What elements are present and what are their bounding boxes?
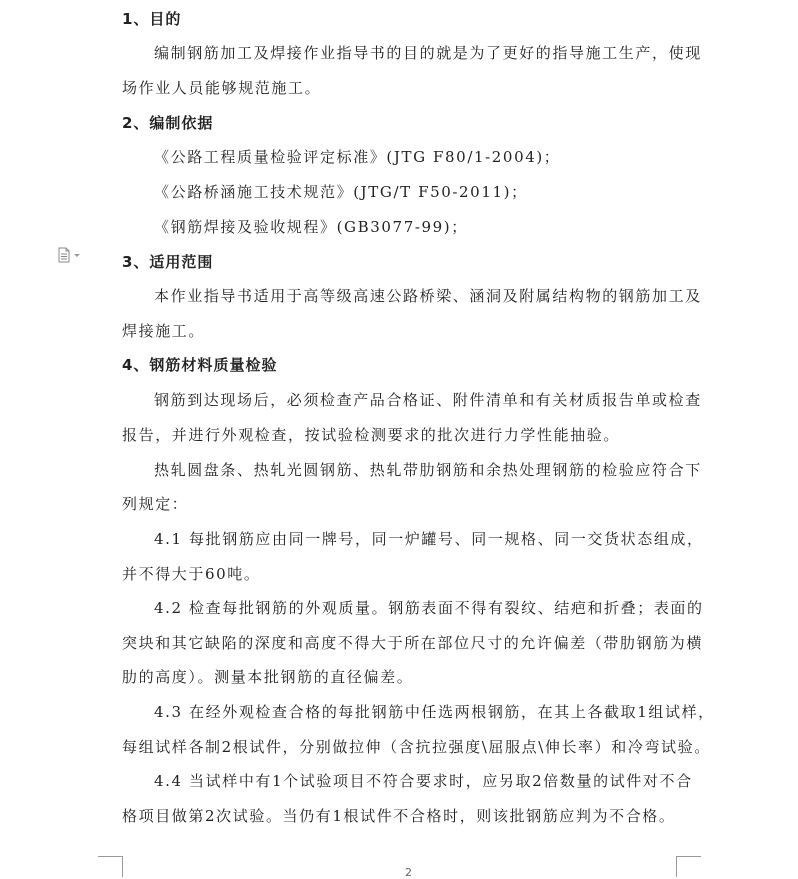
section-heading-scope: 3、适用范围 xyxy=(122,253,214,271)
paragraph-line: 突块和其它缺陷的深度和高度不得大于所在部位尺寸的允许偏差（带肋钢筋为横 xyxy=(122,634,704,652)
paragraph-line: 本作业指导书适用于高等级高速公路桥梁、涵洞及附属结构物的钢筋加工及 xyxy=(154,287,702,305)
reference-item: 《钢筋焊接及验收规程》(GB3077-99)； xyxy=(154,218,468,236)
section-heading-inspection: 4、钢筋材料质量检验 xyxy=(122,356,278,374)
paragraph-line: 热轧圆盘条、热轧光圆钢筋、热轧带肋钢筋和余热处理钢筋的检验应符合下 xyxy=(154,461,702,479)
section-heading-basis: 2、编制依据 xyxy=(122,114,214,132)
page-corner-mark-right xyxy=(676,856,701,877)
paragraph-line: 4.2 检查每批钢筋的外观质量。钢筋表面不得有裂纹、结疤和折叠；表面的 xyxy=(154,599,704,617)
page-corner-mark-left xyxy=(98,856,123,877)
paragraph-line: 格项目做第2次试验。当仍有1根试件不合格时，则该批钢筋应判为不合格。 xyxy=(122,807,676,825)
reference-item: 《公路桥涵施工技术规范》(JTG/T F50-2011)； xyxy=(154,183,528,201)
paragraph-line: 列规定： xyxy=(122,495,189,513)
paragraph-line: 4.4 当试样中有1个试验项目不符合要求时，应另取2倍数量的试件对不合 xyxy=(154,772,693,790)
paragraph-line: 钢筋到达现场后，必须检查产品合格证、附件清单和有关材质报告单或检查 xyxy=(154,391,702,409)
paragraph-line: 报告，并进行外观检查，按试验检测要求的批次进行力学性能抽验。 xyxy=(122,426,621,444)
document-icon[interactable] xyxy=(57,247,83,263)
paragraph-line: 焊接施工。 xyxy=(122,322,206,340)
paragraph-line: 并不得大于60吨。 xyxy=(122,565,261,583)
paragraph-line: 4.1 每批钢筋应由同一牌号，同一炉罐号、同一规格、同一交货状态组成， xyxy=(154,530,704,548)
reference-item: 《公路工程质量检验评定标准》(JTG F80/1-2004)； xyxy=(154,148,561,166)
paragraph-line: 场作业人员能够规范施工。 xyxy=(122,79,322,97)
paragraph-line: 肋的高度）。测量本批钢筋的直径偏差。 xyxy=(122,668,414,686)
paragraph-line: 编制钢筋加工及焊接作业指导书的目的就是为了更好的指导施工生产，使现 xyxy=(154,44,702,62)
section-heading-purpose: 1、目的 xyxy=(122,10,182,28)
paragraph-line: 4.3 在经外观检查合格的每批钢筋中任选两根钢筋，在其上各截取1组试样， xyxy=(154,703,715,721)
page-number: 2 xyxy=(405,866,412,879)
paragraph-line: 每组试样各制2根试件，分别做拉伸（含抗拉强度\屈服点\伸长率）和冷弯试验。 xyxy=(122,738,711,756)
